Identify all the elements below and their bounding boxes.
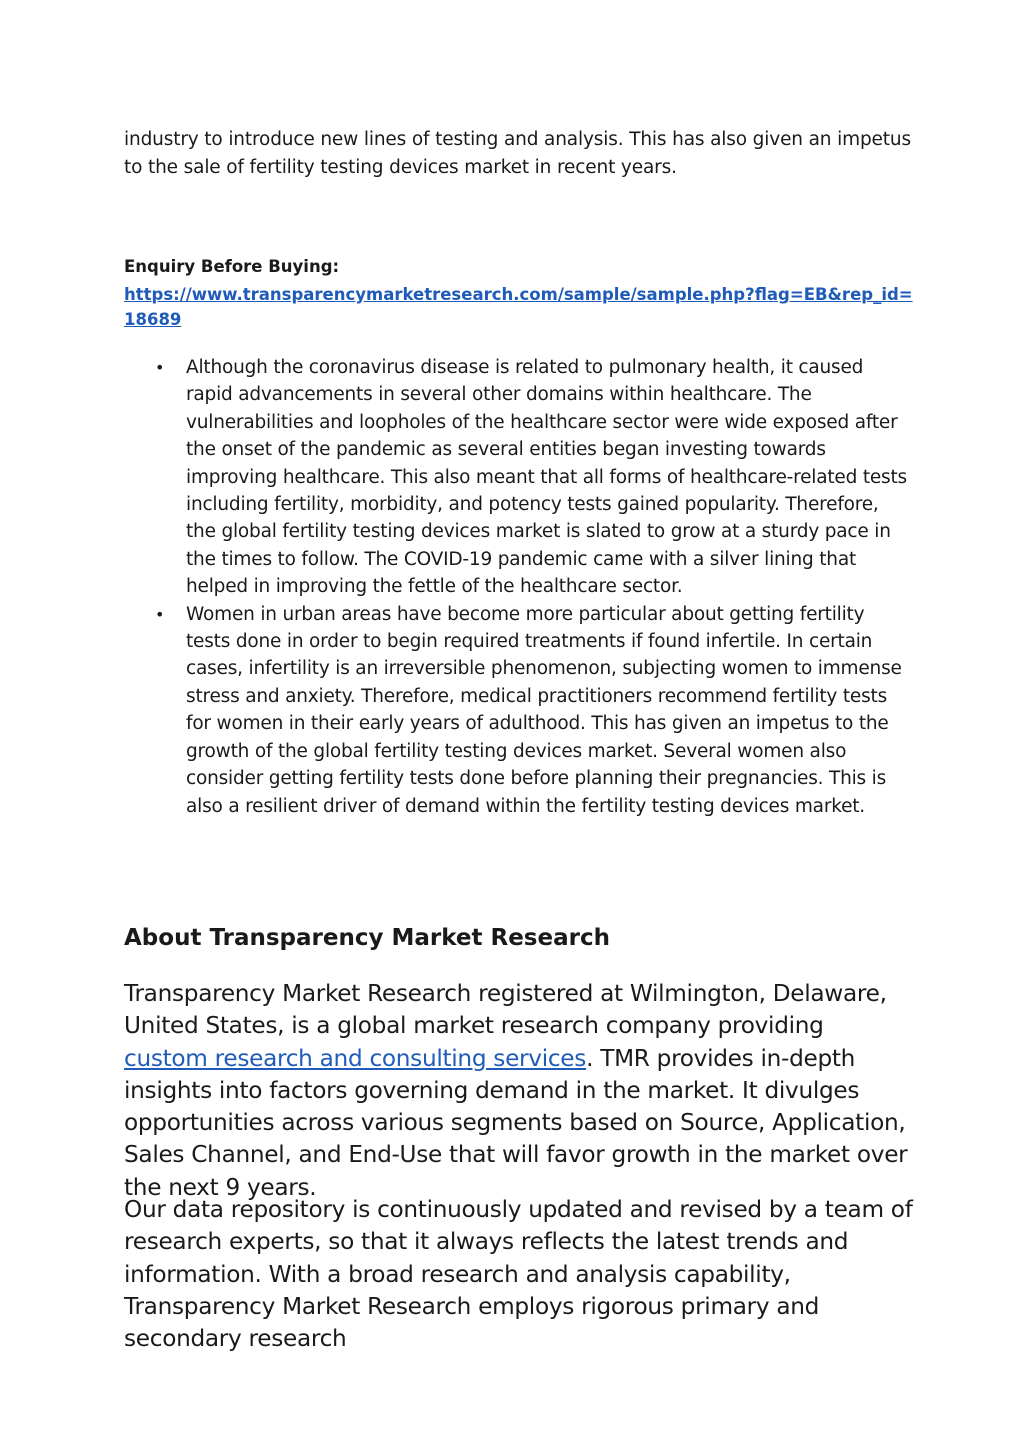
bullet-text: Women in urban areas have become more particular about getting fertility tests done in order to begin required treatments if found infertile. In certain cases, infertility is an irreversible phenomenon, subjecting women to immense stress and anxiety. Therefore, medical practitioners recommend fertility tests for women in their early years of adulthood. This has given an impetus to the growth of the global fertility testing devices market. Several women also consider getting fertility tests done before planning their pregnancies. This is also a resilient driver of demand within the fertility testing devices market. [186, 603, 902, 817]
bullet-text: Although the coronavirus disease is related to pulmonary health, it caused rapid advancements in several other domains within healthcare. The vulnerabilities and loopholes of the healthcare sector were wide exposed after the onset of the pandemic as several entities began investing towards improving healthcare. This also meant that all forms of healthcare-related tests including fertility, morbidity, and potency tests gained popularity. Therefore, the global fertility testing devices market is slated to grow at a sturdy pace in the times to follow. The COVID-19 pandemic came with a silver lining that helped in improving the fettle of the healthcare sector. [186, 357, 907, 598]
list-item [150, 601, 910, 820]
about-paragraph-1 [124, 978, 914, 1204]
about-paragraph-2: Our data repository is continuously updated and revised by a team of research experts, so that it always reflects the latest trends and information. With a broad research and analysis capability, Transparency Market Research employs rigorous primary and secondary research [124, 1196, 913, 1353]
list-item [150, 354, 910, 601]
enquiry-label: Enquiry Before Buying: [124, 257, 340, 276]
about-p1-text-end: . TMR provides in-depth insights into factors governing demand in the market. It divulges opportunities across various segments based on Source, Application, Sales Channel, and End-Use that will favor growth in the market over the next 9 years. [124, 1044, 908, 1201]
bullet-icon: • [155, 358, 165, 377]
bullet-icon: • [155, 604, 165, 624]
about-heading: About Transparency Market Research [124, 925, 610, 951]
about-p1-text-start: Transparency Market Research registered at Wilmington, Delaware, United States, is a global market research company providing [124, 980, 887, 1040]
enquiry-link[interactable]: https://www.transparencymarketresearch.com/sample/sample.php?flag=EB&rep_id=18689 [124, 285, 913, 329]
bullet-list [150, 354, 910, 820]
intro-paragraph: industry to introduce new lines of testing and analysis. This has also given an impetus to the sale of fertility testing devices market in recent years. [124, 129, 911, 178]
custom-research-link[interactable]: custom research and consulting services [124, 1044, 587, 1072]
